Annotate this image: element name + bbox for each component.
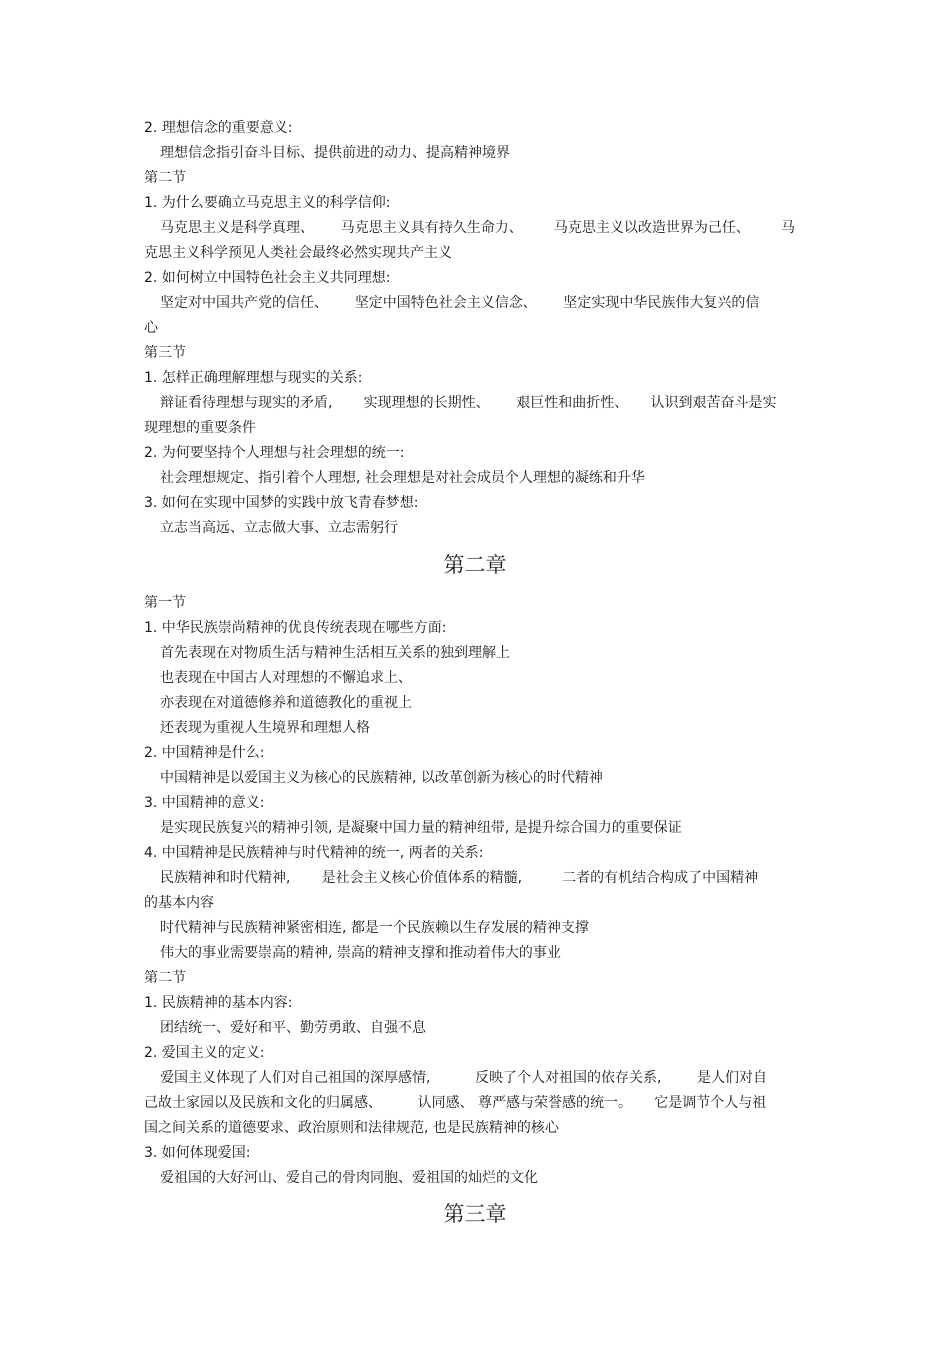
question-heading: 1. 民族精神的基本内容: [144,995,293,1011]
question-heading: 4. 中国精神是民族精神与时代精神的统一, 两者的关系: [144,845,484,861]
answer-text: 团结统一、爱好和平、勤劳勇敢、自强不息 [160,1020,426,1036]
answer-text: 辩证看待理想与现实的矛盾, 实现理想的长期性、 艰巨性和曲折性、 认识到艰苦奋斗是实 [160,395,777,411]
answer-text: 中国精神是以爱国主义为核心的民族精神, 以改革创新为核心的时代精神 [160,770,603,786]
answer-text: 还表现为重视人生境界和理想人格 [160,720,370,736]
answer-text: 坚定对中国共产党的信任、 坚定中国特色社会主义信念、 坚定实现中华民族伟大复兴的信 [160,295,760,311]
answer-text: 心 [144,320,158,336]
answer-text: 马克思主义是科学真理、 马克思主义具有持久生命力、 马克思主义以改造世界为己任、 马 [160,220,796,236]
question-heading: 2. 理想信念的重要意义: [144,120,293,136]
answer-text: 社会理想规定、指引着个人理想, 社会理想是对社会成员个人理想的凝练和升华 [160,470,645,486]
answer-text: 是实现民族复兴的精神引领, 是凝聚中国力量的精神纽带, 是提升综合国力的重要保证 [160,820,682,836]
answer-text: 时代精神与民族精神紧密相连, 都是一个民族赖以生存发展的精神支撑 [160,920,589,936]
answer-text: 理想信念指引奋斗目标、提供前进的动力、提高精神境界 [160,145,510,161]
chapter-title: 第三章 [443,1202,507,1226]
answer-text: 首先表现在对物质生活与精神生活相互关系的独到理解上 [160,645,510,661]
answer-text: 爱祖国的大好河山、爱自己的骨肉同胞、爱祖国的灿烂的文化 [160,1170,538,1186]
question-heading: 1. 为什么要确立马克思主义的科学信仰: [144,195,391,211]
section-heading: 第二节 [144,970,186,986]
question-heading: 1. 怎样正确理解理想与现实的关系: [144,370,363,386]
answer-text: 亦表现在对道德修养和道德教化的重视上 [160,695,412,711]
answer-text: 的基本内容 [144,895,214,911]
question-heading: 2. 中国精神是什么: [144,745,265,761]
section-heading: 第三节 [144,345,186,361]
question-heading: 3. 中国精神的意义: [144,795,265,811]
answer-text: 爱国主义体现了人们对自己祖国的深厚感情, 反映了个人对祖国的依存关系, 是人们对自 [160,1070,768,1086]
question-heading: 2. 为何要坚持个人理想与社会理想的统一: [144,445,405,461]
answer-text: 克思主义科学预见人类社会最终必然实现共产主义 [144,245,452,261]
answer-text: 现理想的重要条件 [144,420,256,436]
answer-text: 也表现在中国古人对理想的不懈追求上、 [160,670,412,686]
answer-text: 立志当高远、立志做大事、立志需躬行 [160,520,398,536]
section-heading: 第二节 [144,170,186,186]
chapter-title: 第二章 [443,553,507,577]
section-heading: 第一节 [144,595,186,611]
question-heading: 2. 如何树立中国特色社会主义共同理想: [144,270,391,286]
answer-text: 国之间关系的道德要求、政治原则和法律规范, 也是民族精神的核心 [144,1120,559,1136]
answer-text: 己故土家园以及民族和文化的归属感、 认同感、 尊严感与荣誉感的统一。 它是调节个人与祖 [144,1095,767,1111]
question-heading: 3. 如何在实现中国梦的实践中放飞青春梦想: [144,495,419,511]
question-heading: 3. 如何体现爱国: [144,1145,251,1161]
question-heading: 1. 中华民族崇尚精神的优良传统表现在哪些方面: [144,620,447,636]
question-heading: 2. 爱国主义的定义: [144,1045,265,1061]
answer-text: 民族精神和时代精神, 是社会主义核心价值体系的精髓, 二者的有机结合构成了中国精神 [160,870,759,886]
answer-text: 伟大的事业需要崇高的精神, 崇高的精神支撑和推动着伟大的事业 [160,945,561,961]
